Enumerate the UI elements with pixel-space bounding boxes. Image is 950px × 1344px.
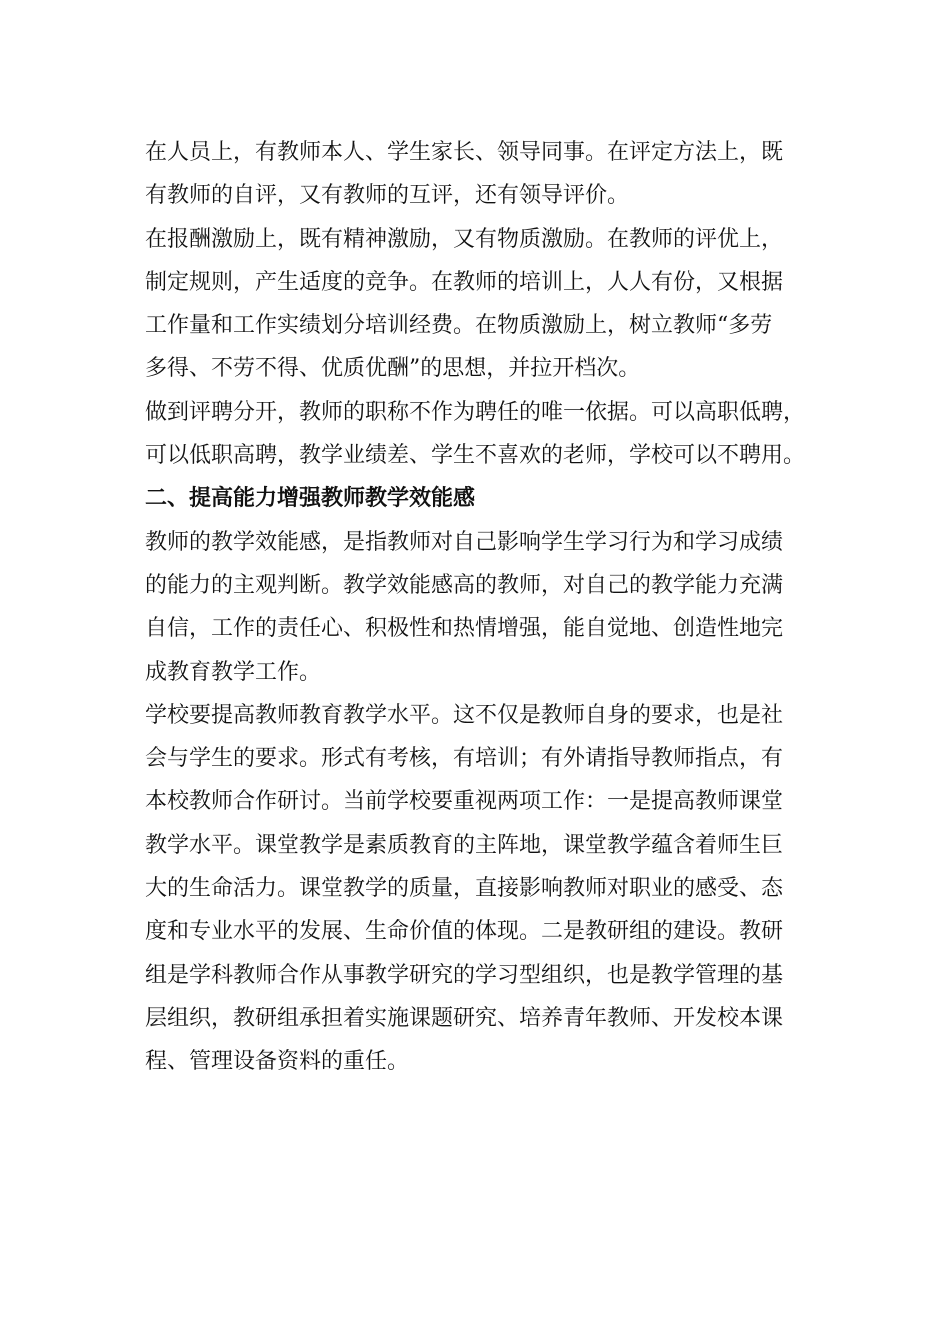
text-line: 工作量和工作实绩划分培训经费。在物质激励上，树立教师“多劳 bbox=[145, 313, 773, 339]
text-line: 成教育教学工作。 bbox=[145, 659, 322, 685]
text-line: 有教师的自评，又有教师的互评，还有领导评价。 bbox=[145, 183, 630, 209]
text-line: 在人员上，有教师本人、学生家长、领导同事。在评定方法上，既 bbox=[145, 140, 784, 165]
text-line: 组是学科教师合作从事教学研究的学习型组织，也是教学管理的基 bbox=[145, 962, 784, 988]
text-line: 自信，工作的责任心、积极性和热情增强，能自觉地、创造性地完 bbox=[145, 616, 784, 642]
text-line: 学校要提高教师教育教学水平。这不仅是教师自身的要求，也是社 bbox=[145, 702, 784, 728]
text-line: 层组织，教研组承担着实施课题研究、培养青年教师、开发校本课 bbox=[145, 1005, 784, 1031]
text-line: 教师的教学效能感，是指教师对自己影响学生学习行为和学习成绩 bbox=[145, 529, 784, 555]
text-line: 会与学生的要求。形式有考核，有培训；有外请指导教师指点，有 bbox=[145, 746, 784, 772]
text-line: 的能力的主观判断。教学效能感高的教师，对自己的教学能力充满 bbox=[145, 572, 784, 598]
text-line: 做到评聘分开，教师的职称不作为聘任的唯一依据。可以高职低聘， bbox=[145, 399, 806, 425]
text-line: 多得、不劳不得、优质优酬”的思想，并拉开档次。 bbox=[145, 356, 641, 382]
section-heading: 二、提高能力增强教师教学效能感 bbox=[145, 486, 476, 512]
text-line: 大的生命活力。课堂教学的质量，直接影响教师对职业的感受、态 bbox=[145, 876, 784, 902]
text-line: 制定规则，产生适度的竞争。在教师的培训上，人人有份，又根据 bbox=[145, 269, 784, 295]
text-line: 程、管理设备资料的重任。 bbox=[145, 1049, 410, 1075]
text-line: 在报酬激励上，既有精神激励，又有物质激励。在教师的评优上， bbox=[145, 226, 784, 252]
text-line: 可以低职高聘，教学业绩差、学生不喜欢的老师，学校可以不聘用。 bbox=[145, 443, 806, 469]
text-line: 度和专业水平的发展、生命价值的体现。二是教研组的建设。教研 bbox=[145, 919, 784, 945]
text-line: 教学水平。课堂教学是素质教育的主阵地，课堂教学蕴含着师生巨 bbox=[145, 832, 784, 858]
text-line: 本校教师合作研讨。当前学校要重视两项工作：一是提高教师课堂 bbox=[145, 789, 784, 815]
document-body bbox=[145, 131, 810, 1084]
